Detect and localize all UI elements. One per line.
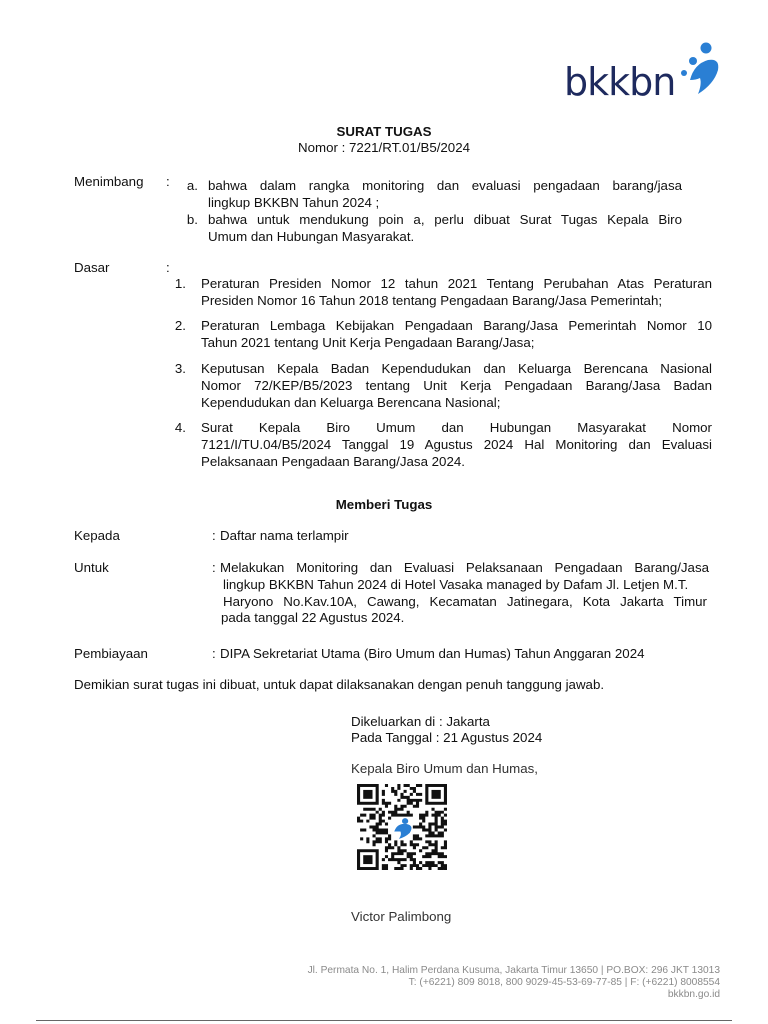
logo-mark-icon — [672, 40, 724, 102]
dasar-item-1-line2: Presiden Nomor 16 Tahun 2018 tentang Pengadaan Barang/Jasa Pemerintah; — [201, 292, 663, 308]
dasar-label: Dasar — [74, 260, 110, 275]
untuk-line2: lingkup BKKBN Tahun 2024 di Hotel Vasaka managed by Dafam Jl. Letjen M.T. — [223, 576, 689, 592]
pembiayaan-value: DIPA Sekretariat Utama (Biro Umum dan Humas) Tahun Anggaran 2024 — [220, 646, 645, 661]
dasar-item-2-line2: Tahun 2021 tentang Unit Kerja Pengadaan Barang/Jasa; — [201, 334, 535, 350]
closing-statement: Demikian surat tugas ini dibuat, untuk dapat dilaksanakan dengan penuh tanggung jawab. — [74, 677, 605, 692]
menimbang-item-b-line2: Umum dan Hubungan Masyarakat. — [208, 228, 415, 244]
menimbang-item-a-line2: lingkup BKKBN Tahun 2024 ; — [208, 194, 380, 210]
menimbang-marker-a: a. — [186, 178, 198, 193]
menimbang-colon: : — [166, 174, 170, 189]
untuk-line1: Melakukan Monitoring dan Evaluasi Pelaksanaan Pengadaan Barang/Jasa — [220, 560, 709, 575]
dasar-item-4-line3: Pelaksanaan Pengadaan Barang/Jasa 2024. — [201, 453, 465, 469]
dasar-item-4 — [201, 420, 712, 487]
dasar-marker-1: 1. — [174, 276, 186, 291]
dasar-marker-4: 4. — [174, 420, 186, 435]
issued-date: Pada Tanggal : 21 Agustus 2024 — [351, 730, 543, 745]
kepada-label: Kepada — [74, 528, 120, 543]
untuk-line4: pada tanggal 22 Agustus 2024. — [221, 610, 405, 626]
untuk-label: Untuk — [74, 560, 109, 575]
footer-address: Jl. Permata No. 1, Halim Perdana Kusuma, Jakarta Timur 13650 | PO.BOX: 296 JKT 13013 — [307, 965, 720, 976]
signer-name: Victor Palimbong — [351, 909, 452, 924]
dasar-item-2-line1: Peraturan Lembaga Kebijakan Pengadaan Barang/Jasa Pemerintah Nomor 10 — [201, 318, 712, 333]
qr-code-image — [357, 784, 447, 870]
menimbang-marker-b: b. — [186, 212, 198, 227]
untuk-line3: Haryono No.Kav.10A, Cawang, Kecamatan Jatinegara, Kota Jakarta Timur — [223, 593, 707, 609]
dasar-item-4-line1: Surat Kepala Biro Umum dan Hubungan Masyarakat Nomor — [201, 420, 712, 435]
kepada-colon: : — [212, 528, 216, 543]
qr-code — [357, 784, 447, 870]
bkkbn-logo — [564, 40, 724, 106]
signer-position: Kepala Biro Umum dan Humas, — [351, 761, 538, 776]
logo-text: bkkbn — [564, 60, 676, 104]
dasar-item-3 — [201, 361, 712, 428]
dasar-item-1-line1: Peraturan Presiden Nomor 12 tahun 2021 Tentang Perubahan Atas Peraturan — [201, 276, 712, 291]
issued-place: Dikeluarkan di : Jakarta — [351, 714, 490, 729]
footer-website: bkkbn.go.id — [667, 989, 720, 1000]
menimbang-label: Menimbang — [74, 174, 144, 189]
dasar-colon: : — [166, 260, 170, 275]
dasar-item-3-line2: Nomor 72/KEP/B5/2023 tentang Unit Kerja Pengadaan Barang/Jasa Badan — [201, 377, 712, 393]
dasar-item-4-line2: 7121/I/TU.04/B5/2024 Tanggal 19 Agustus 2024 Hal Monitoring dan Evaluasi — [201, 436, 712, 452]
dasar-marker-3: 3. — [174, 361, 186, 376]
untuk-value — [220, 560, 720, 627]
footer-contact: T: (+6221) 809 8018, 800 9029-45-53-69-77-85 | F: (+6221) 8008554 — [408, 977, 720, 988]
menimbang-item-b-line1: bahwa untuk mendukung poin a, perlu dibuat Surat Tugas Kepala Biro — [208, 212, 682, 227]
dasar-item-3-line1: Keputusan Kepala Badan Kependudukan dan Keluarga Berencana Nasional — [201, 361, 712, 376]
pembiayaan-colon: : — [212, 646, 216, 661]
section-heading: Memberi Tugas — [335, 497, 433, 512]
untuk-colon: : — [212, 560, 216, 575]
document-number: Nomor : 7221/RT.01/B5/2024 — [298, 140, 470, 155]
document-title: SURAT TUGAS — [336, 124, 432, 139]
menimbang-item-b — [208, 212, 682, 262]
dasar-marker-2: 2. — [174, 318, 186, 333]
bottom-divider — [36, 1020, 732, 1021]
kepada-value: Daftar nama terlampir — [220, 528, 349, 543]
pembiayaan-label: Pembiayaan — [74, 646, 148, 661]
menimbang-item-a-line1: bahwa dalam rangka monitoring dan evaluasi pengadaan barang/jasa — [208, 178, 682, 193]
dasar-item-3-line3: Kependudukan dan Keluarga Berencana Nasional; — [201, 394, 501, 410]
